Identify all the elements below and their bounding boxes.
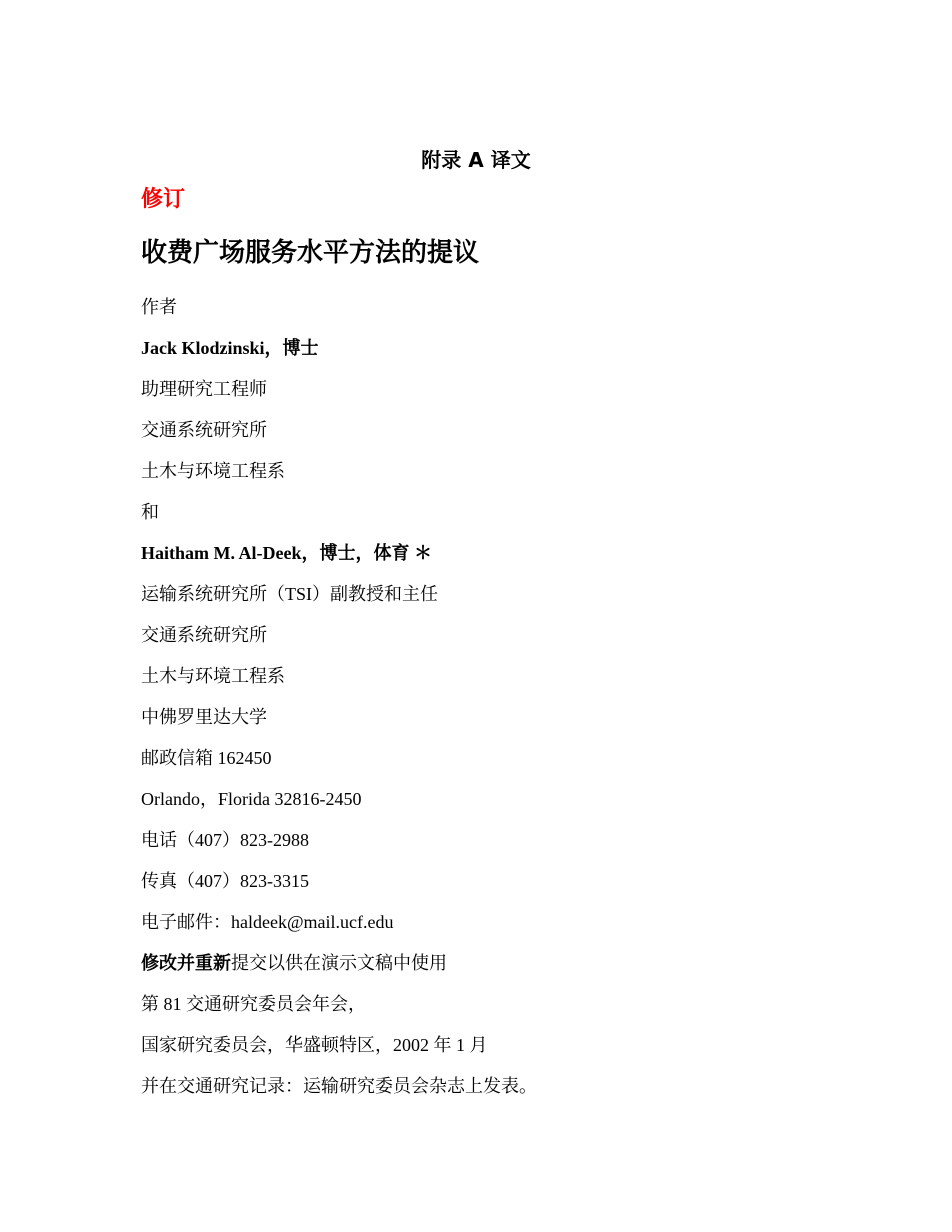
- author2-email: 电子邮件：haldeek@mail.ucf.edu: [141, 912, 394, 932]
- author2-name: Haitham M. Al-Deek，博士，体育 ＊: [141, 543, 432, 563]
- author1-name: Jack Klodzinski，博士: [141, 338, 319, 358]
- submission-rest: 提交以供在演示文稿中使用: [231, 953, 447, 973]
- author1-department: 土木与环境工程系: [141, 461, 285, 481]
- author2-fax: 传真（407）823-3315: [141, 871, 309, 891]
- appendix-heading: 附录 A 译文: [421, 148, 531, 172]
- submission-bold-part: 修改并重新: [141, 953, 231, 974]
- author2-position: 运输系统研究所（TSI）副教授和主任: [141, 584, 438, 604]
- author2-institute: 交通系统研究所: [141, 625, 267, 645]
- submission-meeting: 第 81 交通研究委员会年会，: [141, 994, 366, 1014]
- submission-council: 国家研究委员会，华盛顿特区，2002 年 1 月: [141, 1035, 488, 1055]
- author2-city: Orlando，Florida 32816-2450: [141, 789, 362, 809]
- conjunction: 和: [141, 502, 159, 522]
- author2-university: 中佛罗里达大学: [141, 707, 267, 727]
- author2-department: 土木与环境工程系: [141, 666, 285, 686]
- document-title: 收费广场服务水平方法的提议: [141, 238, 480, 268]
- revision-label: 修订: [141, 187, 186, 212]
- author1-institute: 交通系统研究所: [141, 420, 267, 440]
- byline-label: 作者: [141, 297, 177, 317]
- submission-line: [141, 954, 447, 973]
- author2-phone: 电话（407）823-2988: [141, 830, 309, 850]
- author2-po-box: 邮政信箱 162450: [141, 748, 272, 768]
- author1-position: 助理研究工程师: [141, 379, 267, 399]
- submission-publication: 并在交通研究记录：运输研究委员会杂志上发表。: [141, 1076, 537, 1096]
